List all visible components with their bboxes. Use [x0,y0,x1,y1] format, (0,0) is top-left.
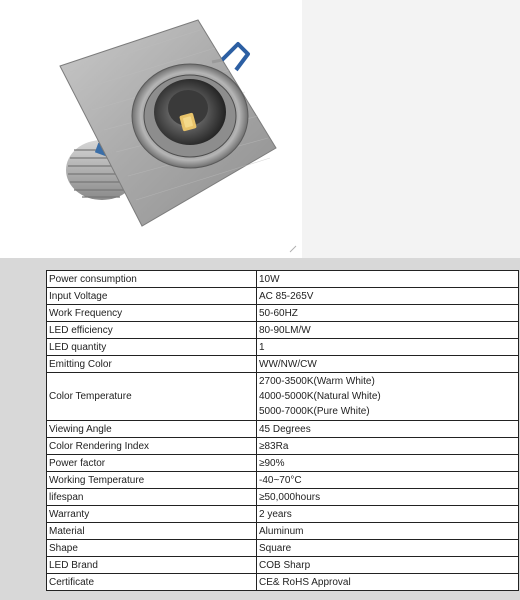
spec-value-line: 45 Degrees [259,423,311,435]
spec-value-line: -40~70°C [259,474,302,486]
led-downlight-illustration [40,0,302,258]
spec-value-line: WW/NW/CW [259,358,317,370]
spec-value [257,288,519,305]
spec-label: LED Brand [47,557,257,574]
spec-row [47,421,519,438]
spec-row [47,557,519,574]
spec-row [47,373,519,421]
spec-value [257,322,519,339]
spec-value [257,339,519,356]
spec-value [257,557,519,574]
spec-value-line: 2 years [259,508,292,520]
spec-row [47,305,519,322]
spec-value-line: AC 85-265V [259,290,314,302]
spec-value-line: 2700-3500K(Warm White) [259,376,375,387]
spec-label: Working Temperature [47,472,257,489]
spec-value [257,305,519,322]
spec-row [47,455,519,472]
spec-label: Certificate [47,574,257,591]
spec-value [257,472,519,489]
spec-value-line: 4000-5000K(Natural White) [259,391,381,402]
spec-row [47,574,519,591]
spec-value [257,421,519,438]
spec-label: Material [47,523,257,540]
spec-label: Color Temperature [47,373,257,421]
spec-table [46,270,519,591]
spec-value [257,523,519,540]
spec-value [257,574,519,591]
spec-label: Warranty [47,506,257,523]
spec-value-line: ≥83Ra [259,440,289,452]
spec-row [47,523,519,540]
spec-label: lifespan [47,489,257,506]
spec-value-line: 80-90LM/W [259,324,311,336]
spec-label: LED quantity [47,339,257,356]
spec-row [47,288,519,305]
spec-label: Color Rendering Index [47,438,257,455]
spec-value [257,489,519,506]
spec-value-line: 10W [259,273,280,285]
background-panel [300,0,520,258]
spec-row [47,506,519,523]
spec-row [47,322,519,339]
spec-row [47,489,519,506]
spec-value [257,438,519,455]
product-image [40,0,302,258]
spec-value-line: 1 [259,341,265,353]
spec-row [47,356,519,373]
spec-value-line: ≥90% [259,457,285,469]
spec-value [257,540,519,557]
spec-row [47,472,519,489]
spec-value [257,356,519,373]
spec-value-line: Square [259,542,292,554]
spec-value-line: 5000-7000K(Pure White) [259,406,370,417]
spec-value [257,455,519,472]
spec-label: Work Frequency [47,305,257,322]
spec-value [257,271,519,288]
spec-value-line: CE& RoHS Approval [259,576,351,588]
spec-value-line: Aluminum [259,525,304,537]
spec-label: Power factor [47,455,257,472]
spec-section [0,258,520,600]
spec-label: Shape [47,540,257,557]
spec-label: Emitting Color [47,356,257,373]
spec-row [47,271,519,288]
spec-label: LED efficiency [47,322,257,339]
spec-label: Power consumption [47,271,257,288]
spec-value [257,373,519,421]
spec-value-line: COB Sharp [259,559,311,571]
spec-value [257,506,519,523]
spec-value-line: 50-60HZ [259,307,298,319]
spec-value-line: ≥50,000hours [259,491,321,503]
spec-label: Viewing Angle [47,421,257,438]
spec-row [47,438,519,455]
spec-row [47,540,519,557]
spec-row [47,339,519,356]
spec-label: Input Voltage [47,288,257,305]
